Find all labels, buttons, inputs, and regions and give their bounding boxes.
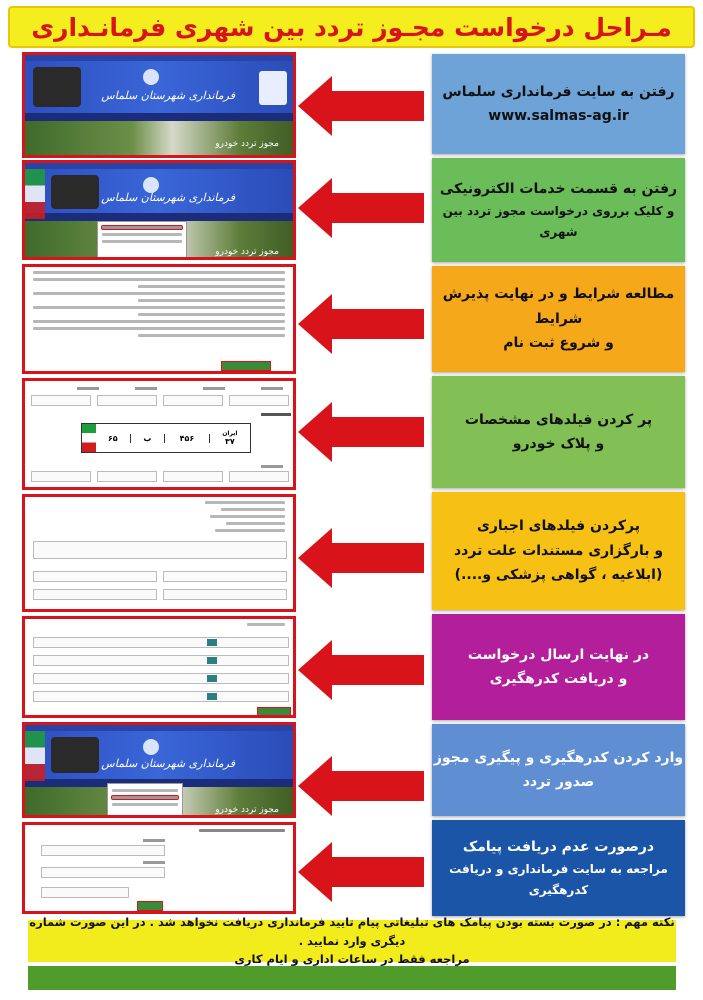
step-5-line-3: (ابلاغیه ، گواهی پزشکی و....) xyxy=(454,567,663,584)
upload-icon[interactable] xyxy=(207,657,217,664)
step-2-box xyxy=(432,158,685,262)
screenshot-services-menu xyxy=(22,160,296,260)
field-label xyxy=(135,387,157,390)
screenshot-tracking-menu xyxy=(22,722,296,818)
form-line xyxy=(226,522,285,525)
note-line-2: مراجعه فقط در ساعات اداری و ایام کاری xyxy=(234,952,470,967)
site-navbar xyxy=(25,213,293,221)
services-dropdown[interactable] xyxy=(97,221,187,259)
description-textarea[interactable] xyxy=(33,541,287,559)
vehicle-field[interactable] xyxy=(163,471,223,482)
form-line xyxy=(215,529,285,532)
screenshot-submit-request xyxy=(22,616,296,718)
footer-green-bar xyxy=(28,966,676,990)
page-tag: مجوز تردد خودرو xyxy=(215,805,279,815)
menu-item-highlighted[interactable] xyxy=(112,796,178,799)
banner-calligraphy: فرمانداری شهرستان سلماس xyxy=(101,191,235,204)
plate-digits[interactable]: ۴۵۶ xyxy=(165,434,210,443)
site-banner xyxy=(25,731,293,779)
leader-portrait xyxy=(51,737,99,773)
site-banner xyxy=(25,61,293,113)
first-name-field[interactable] xyxy=(163,395,223,406)
step-5-line-1: پرکردن فیلدهای اجباری xyxy=(477,518,640,535)
track-button[interactable] xyxy=(137,901,163,911)
step-4-line-2: و پلاک خودرو xyxy=(512,436,605,452)
arrow-left-icon xyxy=(298,178,424,238)
terms-line xyxy=(33,306,285,309)
flower-header-image xyxy=(25,121,293,155)
site-logo xyxy=(259,71,287,105)
province-select[interactable] xyxy=(163,571,287,582)
banner-calligraphy: فرمانداری شهرستان سلماس xyxy=(101,89,235,102)
step-5-box xyxy=(432,492,685,610)
terms-line xyxy=(138,313,285,316)
captcha-field[interactable] xyxy=(41,887,129,898)
step-7-box xyxy=(432,724,685,816)
terms-line xyxy=(33,327,285,330)
vehicle-field[interactable] xyxy=(97,471,157,482)
step-3-line-2: و شروع ثبت نام xyxy=(503,335,614,352)
step-4-box xyxy=(432,376,685,488)
upload-icon[interactable] xyxy=(207,693,217,700)
field-label xyxy=(143,839,165,842)
screenshot-terms-page xyxy=(22,264,296,374)
plate-region xyxy=(210,430,250,447)
screenshot-tracking-form xyxy=(22,822,296,914)
step-1-line-1: رفتن به سایت فرمانداری سلماس xyxy=(442,83,675,100)
iran-flag xyxy=(25,169,45,219)
step-8-box xyxy=(432,820,685,916)
upload-field[interactable] xyxy=(33,589,157,600)
form-line xyxy=(205,501,285,504)
submit-request-button[interactable] xyxy=(257,707,291,717)
step-3-line-1: مطالعه شرایط و در نهایت پذیرش شرایط xyxy=(442,286,675,327)
plate-pair[interactable]: ۶۵ xyxy=(96,434,131,443)
national-code-field[interactable] xyxy=(41,867,165,878)
plate-letter[interactable]: ب xyxy=(131,434,166,443)
section-title xyxy=(261,413,291,416)
date-field[interactable] xyxy=(163,589,287,600)
terms-line xyxy=(33,271,285,274)
form-title xyxy=(199,829,285,832)
iran-flag xyxy=(25,731,45,781)
vehicle-field[interactable] xyxy=(31,471,91,482)
site-navbar xyxy=(25,113,293,121)
important-note xyxy=(28,915,676,967)
menu-item-highlighted[interactable] xyxy=(102,226,182,229)
terms-line xyxy=(33,292,285,295)
step-4-line-1: پر کردن فیلدهای مشخصات xyxy=(464,411,653,428)
step-6-box xyxy=(432,614,685,720)
screenshot-site-home xyxy=(22,52,296,158)
screenshot-vehicle-form xyxy=(22,378,296,490)
terms-line xyxy=(138,285,285,288)
tracking-code-field[interactable] xyxy=(41,845,165,856)
menu-item[interactable] xyxy=(112,789,178,792)
banner-calligraphy: فرمانداری شهرستان سلماس xyxy=(101,757,235,770)
step-5-line-2: و بارگزاری مستندات علت تردد xyxy=(453,542,664,559)
iran-emblem-icon xyxy=(143,69,159,85)
step-6-line-1: در نهایت ارسال درخواست xyxy=(467,646,650,663)
step-8-line-1: درصورت عدم دریافت پیامک xyxy=(462,838,655,855)
upload-icon[interactable] xyxy=(207,675,217,682)
doc-row[interactable] xyxy=(33,673,289,684)
step-2-line-1: رفتن به قسمت خدمات الکترونیکی xyxy=(439,180,678,197)
doc-row[interactable] xyxy=(33,637,289,648)
plate-code: ۳۷ xyxy=(225,436,235,446)
arrow-left-icon xyxy=(298,402,424,462)
step-1-url: www.salmas-ag.ir xyxy=(488,108,629,124)
field-label xyxy=(77,387,99,390)
license-plate[interactable] xyxy=(81,423,251,453)
page-tag: مجوز تردد خودرو xyxy=(215,139,279,149)
plate-flag-icon xyxy=(82,424,96,452)
plate-country: ایران xyxy=(222,429,238,437)
step-6-line-2: و دریافت کدرهگیری xyxy=(489,671,628,687)
step-1-box xyxy=(432,54,685,154)
leader-portrait xyxy=(51,175,99,209)
terms-line xyxy=(33,320,285,323)
leader-portrait xyxy=(33,67,81,107)
accept-terms-button[interactable] xyxy=(221,361,271,371)
city-select[interactable] xyxy=(33,571,157,582)
arrow-left-icon xyxy=(298,76,424,136)
menu-item[interactable] xyxy=(102,233,182,236)
step-2-line-2: و کلیک برروی درخواست مجوز تردد بین شهری xyxy=(442,204,675,240)
arrow-left-icon xyxy=(298,756,424,816)
field-label xyxy=(261,387,283,390)
iran-emblem-icon xyxy=(143,739,159,755)
last-name-field[interactable] xyxy=(97,395,157,406)
national-id-field[interactable] xyxy=(229,395,289,406)
screenshot-required-fields xyxy=(22,494,296,612)
mobile-field[interactable] xyxy=(31,395,91,406)
arrow-left-icon xyxy=(298,640,424,700)
doc-row[interactable] xyxy=(33,655,289,666)
menu-item[interactable] xyxy=(112,803,178,806)
site-banner xyxy=(25,169,293,213)
field-label xyxy=(143,861,165,864)
step-7-line-1: وارد کردن کدرهگیری و پیگیری مجوز xyxy=(433,749,684,766)
step-7-line-2: صدور تردد xyxy=(522,774,595,790)
menu-item[interactable] xyxy=(102,240,182,243)
terms-line xyxy=(138,334,285,337)
page-title: مـراحل درخواست مجـوز تردد بین شهری فرمانـداری xyxy=(8,6,695,48)
page-tag: مجوز تردد خودرو xyxy=(215,247,279,257)
note-line-1: نکته مهم : در صورت بسته بودن پیامک های تبلیغاتی پیام تایید فرمانداری دریافت نخواهد شد . در این صورت شماره دیگری وارد نمایید . xyxy=(29,915,675,948)
arrow-left-icon xyxy=(298,294,424,354)
terms-line xyxy=(138,299,285,302)
tracking-dropdown[interactable] xyxy=(107,783,183,817)
form-line xyxy=(210,515,285,518)
vehicle-field[interactable] xyxy=(229,471,289,482)
upload-icon[interactable] xyxy=(207,639,217,646)
arrow-left-icon xyxy=(298,842,424,902)
form-line xyxy=(221,508,285,511)
terms-line xyxy=(33,278,285,281)
section-title xyxy=(247,623,285,626)
doc-row[interactable] xyxy=(33,691,289,702)
field-label xyxy=(261,465,283,468)
arrow-left-icon xyxy=(298,528,424,588)
step-3-box xyxy=(432,266,685,372)
field-label xyxy=(203,387,225,390)
step-8-line-2: مراجعه به سایت فرمانداری و دریافت کدرهگیری xyxy=(449,862,668,898)
